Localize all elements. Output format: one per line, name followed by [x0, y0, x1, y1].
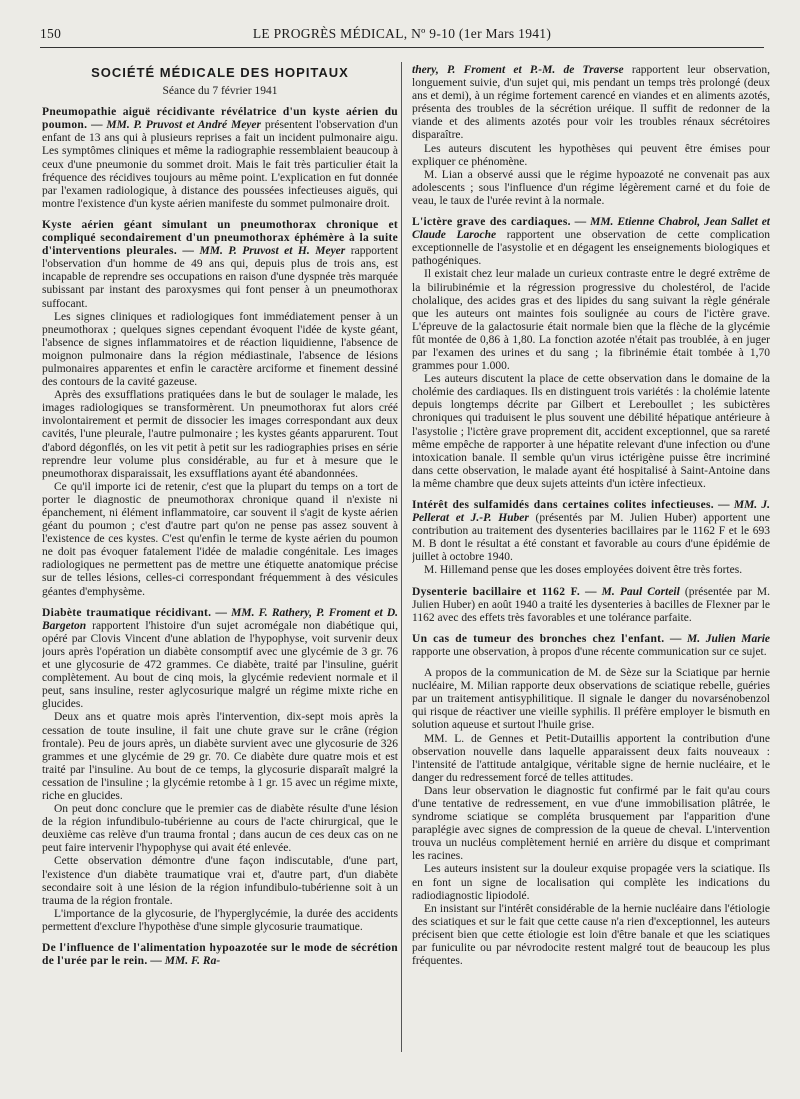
article	[42, 607, 398, 934]
article-paragraph	[42, 481, 398, 599]
article	[42, 942, 398, 968]
paragraph-text: Ce qu'il importe ici de retenir, c'est que la plupart du temps on a tort de porter le diagnostic de pneumothorax chronique quand il n'existe ni épanchement, ni élément inflammatoire, car souvent il s'agit de kyste aérien géant du poumon ; c'est d'autre part qu'on ne pense pas assez souvent à l'existence de ces kystes. C'est qu'enfin le terme de kyste aérien du poumon ne doit pas évoquer fatalement l'idée de maladie congénitale. Les images radiologiques ne permettent pas de mettre une étiquette anatomique précise sur de telles lésions, celles-ci correspondant fréquemment à des vésicules géantes d'emphysème.	[42, 480, 398, 598]
paragraph-text: Il existait chez leur malade un curieux contraste entre le degré extrême de la bilirubinémie et la régression progressive du cholestérol, de l'acide cholalique, des acides gras et des lipides du sang suivant la règle générale que les auteurs ont maintes fois soulignée au cours de l'ictère grave. L'épreuve de la galactosurie était normale bien que la flèche de la glycémie fût montée de 0,86 à 1,80. La fonction azotée n'était pas troublée, à en juger par l'examen des urines et du sang ; la fibrinémie était tombée à 1,70 grammes pour 1.000.	[412, 268, 770, 373]
article-title: L'ictère grave des cardiaques.	[412, 216, 571, 229]
article-authors: — MM. P. Pruvost et H. Meyer	[182, 245, 346, 258]
article	[42, 106, 398, 211]
paragraph-text: rapporte une observation, à propos d'une récente communication sur ce sujet.	[412, 645, 767, 658]
article-paragraph	[412, 733, 770, 785]
article-paragraph	[412, 169, 770, 208]
paragraph-text: Les signes cliniques et radiologiques font immédiatement penser à un pneumothorax ; quelques signes cependant évoquent l'idée de kyste géant, l'absence de signes inflammatoires et de réaction liquidienne, l'absence de moignon pulmonaire dans la région médiastinale, l'absence de lésions pulmonaires apparentes et enfin le caractère arciforme et finement dessiné des contours de la cavité gazeuse.	[42, 310, 398, 389]
article	[412, 586, 770, 625]
article-paragraph	[412, 268, 770, 373]
article-title: Pneumopathie aiguë récidivante révélatrice d'un kyste aérien du poumon.	[42, 106, 398, 132]
paragraph-text: A propos de la communication de M. de Sèze sur la Sciatique par hernie nucléaire, M. Milian rapporte deux observations de sciatique rebelle, guéries par un traitement antisyphilitique. Il signale le danger du novarsénobenzol qui risque de réactiver une vieille syphilis. Il préfère employer le bismuth en solution aqueuse et surtout l'huile grise.	[412, 667, 770, 732]
article-authors: — MM. Etienne Chabrol, Jean Sallet et Claude Laroche	[412, 216, 770, 242]
article-paragraph	[412, 785, 770, 864]
section-title: SOCIÉTÉ MÉDICALE DES HOPITAUX	[91, 65, 349, 80]
article-paragraph	[412, 64, 770, 143]
paragraph-text: rapportent l'observation d'un homme de 49 ans qui, depuis plus de trois ans, est incapable de reprendre ses occupations en raison d'une dyspnée très marquée subissant par instant des paroxysmes qui font penser à un pneumothorax suffocant.	[42, 245, 398, 310]
article	[412, 667, 770, 968]
article-paragraph	[42, 711, 398, 803]
paragraph-text: Les auteurs discutent les hypothèses qui peuvent être émises pour expliquer ce phénomène.	[412, 142, 770, 168]
session-date: Séance du 7 février 1941	[162, 85, 278, 98]
article-authors: — MM. J. Pellerat et J.-P. Huber	[412, 499, 770, 525]
article	[412, 216, 770, 491]
paragraph-text: En insistant sur l'intérêt considérable de la hernie nucléaire dans l'étiologie des sciatiques et sur le fait que cette cause n'a rien d'exceptionnel, les auteurs précisent bien que cette étiologie est loin d'être banale et que les sciatiques par funiculite ou par névrodocite restent malgré tout de beaucoup les plus fréquentes.	[412, 902, 770, 968]
paragraph-text: Après des exsufflations pratiquées dans le but de soulager le malade, les images radiologiques se transformèrent. Un pneumothorax fut alors créé involontairement et permit de dissocier les images correspondant aux deux cavités, l'une pleurale, l'autre pulmonaire ; les kystes géants apparurent. Tout d'abord dégonflés, on les vit petit à petit sur les radiographies prises en série reprendre leur volume plus considérable, au fur et à mesure que le pneumothorax disparaissait, les exsufflations ayant été abandonnées.	[42, 389, 398, 480]
article-paragraph	[42, 803, 398, 855]
article-paragraph	[42, 389, 398, 481]
article-paragraph	[42, 942, 398, 968]
page-header	[40, 26, 764, 46]
article-title: Intérêt des sulfamidés dans certaines colites infectieuses.	[412, 499, 714, 511]
paragraph-text: (présentée par M. Julien Huber) en août 1940 a traité les dysenteries à bacilles de Flexner par le 1162 avec des effets très favorables et une tolérance parfaite.	[412, 585, 770, 624]
article-authors: — M. Paul Corteil	[585, 585, 680, 598]
article	[412, 64, 770, 208]
header-rule	[40, 47, 764, 48]
paragraph-text: MM. L. de Gennes et Petit-Dutaillis apportent la contribution d'une observation nouvelle dans laquelle apparaissent deux faits nouveaux : l'intensité de l'attitude antalgique, véritable signe de hernie nucléaire, et le danger du redressement forcé de telles attitudes.	[412, 732, 770, 784]
article-title: Diabète traumatique récidivant.	[42, 606, 212, 619]
article-title: Un cas de tumeur des bronches chez l'enfant.	[412, 632, 665, 645]
article-title: Dysenterie bacillaire et 1162 F.	[412, 585, 581, 598]
page-number: 150	[40, 26, 62, 41]
column-divider	[401, 62, 402, 1052]
paragraph-text: M. Hillemand pense que les doses employées doivent être très fortes.	[424, 564, 743, 577]
paragraph-text: Dans leur observation le diagnostic fut confirmé par le fait qu'au cours d'une tentative de redressement, en vue d'une immobilisation plâtrée, le syndrome sciatique se compléta brusquement par l'apparition d'une paraplégie avec signes de compression de la queue de cheval. L'intervention trouva un nucléus complètement hernié en arrière du disque et comprimant les racines.	[412, 784, 770, 863]
article-paragraph	[412, 216, 770, 268]
paragraph-text: rapportent l'histoire d'un sujet acromégale non diabétique qui, opéré par Clovis Vincent d'une ablation de l'hypophyse, voit survenir deux jours après l'opération un diabète consomptif avec une glycémie de 3 gr. 76 et une glycosurie de 472 grammes. Ce diabète, traité par l'insuline, guérit complètement. Au bout de cinq mois, la glycémie redevient normale et il peut, sans insuline, rester aglycosurique malgré un régime mixte riche en glucides.	[42, 619, 398, 711]
paragraph-text: Les auteurs discutent la place de cette observation dans le domaine de la cholémie des cardiaques. Ils en distinguent trois variétés : la cholémie latente depuis longtemps décrite par Gilbert et Lereboullet ; les subictères chroniques qui traduisent le plus souvent une débilité hépatique antérieure à l'asystolie ; l'ictère grave proprement dit, accident exceptionnel, que sa rareté même empêche de rapporter à une hépatite relevant d'une infection ou d'une intoxication banale. Il semble qu'un virus ictérigène puisse être incriminé dans cette observation, le malade ayant été hospitalisé à Saint-Antoine dans la même chambre que deux sujets atteints d'un ictère infectieux.	[412, 373, 770, 490]
right-column	[412, 64, 770, 1054]
article-paragraph	[42, 219, 398, 311]
article-paragraph	[42, 311, 398, 390]
paragraph-text: Deux ans et quatre mois après l'intervention, dix-sept mois après la cessation de toute insuline, il fait une chute grave sur le crâne (région frontale). Peu de jours après, un diabète survient avec une glycosurie de 326 grammes et une glycémie de 29 gr. 70. Ce diabète dure quatre mois et est traité par l'insuline. Au bout de ce temps, la glycosurie disparaît malgré la cessation de l'insuline ; la glycémie retombe à 1 gr. 15 avec un régime mixte, riche en glucides.	[42, 711, 398, 802]
paragraph-text: M. Lian a observé aussi que le régime hypoazoté ne convenait pas aux adolescents ; sous l'influence d'un régime légèrement carné et du foie de veau, le taux de l'urée revint à la normale.	[412, 168, 770, 207]
article-paragraph	[42, 106, 398, 211]
article-title: Kyste aérien géant simulant un pneumothorax chronique et compliqué secondairement d'un pneumothorax éphémère à la suite d'interventions pleurales.	[42, 218, 398, 258]
paragraph-text: rapportent une observation de cette complication exceptionnelle de l'asystolie et en dégagent les enseignements biologiques et pathogéniques.	[412, 229, 770, 268]
paragraph-text: présentent l'observation d'un enfant de 13 ans qui à plusieurs reprises a fait un incident pulmonaire aigu. Les symptômes cliniques et même la radiographie ressemblaient beaucoup à ceux d'une pneumonie du sommet droit. Mais le fait très particulier était la fréquence des récidives toujours au même point. L'explication en fut donnée par l'examen radiologique, à distance des poussées infectieuses aiguës, qui montre l'existence d'un kyste aérien manifeste du sommet pulmonaire droit.	[42, 119, 398, 210]
article-paragraph	[412, 667, 770, 732]
paragraph-text: On peut donc conclure que le premier cas de diabète résulte d'une lésion de la région infundibulo-tubérienne au cours de l'acte chirurgical, que le deuxième cas relève d'un trauma frontal ; dans aucun de ces deux cas on ne peut faire intervenir l'hypophyse qui avait été enlevée.	[42, 803, 398, 855]
paragraph-text: Les auteurs insistent sur la douleur exquise propagée vers la sciatique. Ils en font un signe de localisation qui complète les indications du radiodiagnostic lipiodolé.	[412, 863, 770, 902]
article-paragraph	[412, 586, 770, 625]
paragraph-text: (présentés par M. Julien Huber) apportent une contribution au traitement des dysenteries bacillaires par le 1162 F et le 693 M. B dont le résultat a été constant et favorable au cours d'une épidémie de juillet à octobre 1940.	[412, 512, 770, 564]
left-column	[42, 64, 398, 1054]
article-paragraph	[412, 499, 770, 564]
article-paragraph	[412, 903, 770, 968]
article	[412, 633, 770, 659]
paragraph-text: Cette observation démontre d'une façon indiscutable, d'une part, l'existence d'un diabète traumatique vrai et, d'autre part, d'un diabète secondaire soit à une lésion de la région infundibulo-tubérienne soit à un trauma de la région frontale.	[42, 855, 398, 907]
running-title: LE PROGRÈS MÉDICAL, Nº 9-10 (1er Mars 1941)	[252, 26, 552, 41]
article-paragraph	[412, 373, 770, 491]
article-paragraph	[412, 564, 770, 577]
article-authors: — M. Julien Marie	[670, 632, 770, 645]
paragraph-text: L'importance de la glycosurie, de l'hyperglycémie, la durée des accidents permettent d'exclure l'hypothèse d'une simple glycosurie traumatique.	[42, 907, 398, 933]
article-paragraph	[42, 855, 398, 907]
article-paragraph	[412, 143, 770, 169]
article-authors: — MM. P. Pruvost et André Meyer	[91, 119, 261, 132]
article-paragraph	[42, 908, 398, 934]
article-paragraph	[412, 633, 770, 659]
article-paragraph	[42, 607, 398, 712]
paragraph-text: rapportent leur observation, longuement suivie, d'un sujet qui, mis pendant un temps très prolongé (deux ans et demi), à un régime fortement carencé en viandes et en aliments azotés, présenta des troubles de la sécrétion uréique. Il suffit de redonner de la viande et des aliments azotés pour voir les troubles rénaux sécrétoires disparaître.	[412, 64, 770, 142]
article-authors: thery, P. Froment et P.-M. de Traverse	[412, 64, 624, 76]
article	[42, 219, 398, 599]
article-authors: — MM. F. Ra-	[150, 955, 221, 968]
article-title: De l'influence de l'alimentation hypoazotée sur le mode de sécrétion de l'urée par le rein.	[42, 942, 398, 968]
article-authors: — MM. F. Rathery, P. Froment et D. Bargeton	[42, 606, 398, 632]
article-paragraph	[412, 863, 770, 902]
article	[412, 499, 770, 578]
